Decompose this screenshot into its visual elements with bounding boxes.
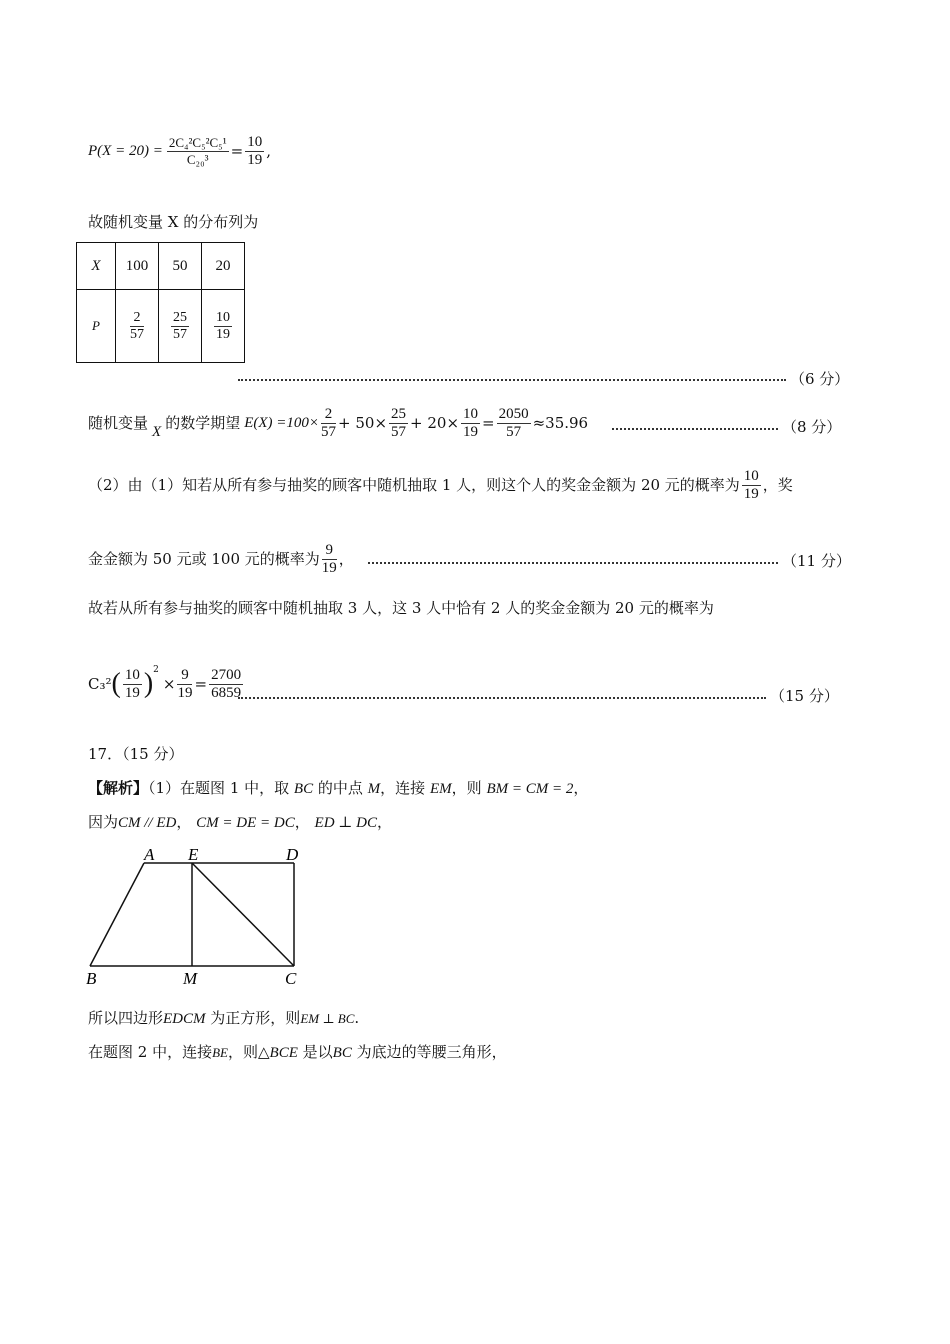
p-x20-result-den: 19 — [247, 151, 263, 168]
q17-line3c: . — [354, 1009, 360, 1027]
exp-f4-num: 2050 — [498, 405, 529, 422]
p20-num: 10 — [216, 309, 230, 325]
score-6: （6 分） — [790, 370, 850, 388]
part2-line2 — [88, 536, 354, 582]
table-row — [77, 290, 245, 363]
dot-leader — [368, 562, 778, 564]
expectation-var: X — [152, 424, 162, 440]
p100-num: 2 — [130, 310, 144, 327]
p-x20-fraction — [167, 135, 229, 168]
table-cell — [116, 290, 159, 363]
q17-bc: BC — [293, 781, 314, 797]
exp-f3-num: 10 — [463, 405, 479, 422]
p-x20-lhs: P(X = 20) = — [88, 143, 163, 159]
exp-f1-den: 57 — [321, 423, 337, 440]
p-x20-result-num: 10 — [247, 133, 263, 150]
q17-line1b: 的中点 — [317, 779, 363, 797]
part2-line1 — [88, 462, 793, 508]
q17-line1-text: （1）在题图 1 中，取 — [148, 779, 290, 797]
q17-line3 — [88, 1008, 359, 1029]
table-head-50: 50 — [159, 243, 202, 290]
q17-be: BE — [212, 1045, 228, 1060]
q17-line2c: ， — [294, 813, 310, 831]
final-f2-den: 19 — [177, 684, 193, 701]
exp-f4-den: 57 — [506, 423, 522, 440]
dot-leader — [612, 428, 778, 430]
exp-f2-num: 25 — [391, 405, 407, 422]
q17-bm-eq: BM = CM = 2 — [486, 781, 574, 797]
final-times: × — [162, 675, 176, 693]
exp-approx: ≈35.96 — [532, 414, 589, 432]
score-8: （8 分） — [782, 418, 842, 436]
final-res-den: 6859 — [211, 684, 242, 701]
edge-ab — [90, 863, 144, 966]
q17-line1d: ，则 — [451, 779, 482, 797]
label-a: A — [144, 845, 155, 864]
q17-edcm: EDCM — [163, 1011, 206, 1027]
q17-em-perp: EM ⊥ BC — [300, 1011, 355, 1026]
score-11: （11 分） — [782, 552, 851, 570]
p-x20-formula — [88, 126, 271, 176]
dot-leader — [238, 379, 786, 381]
q17-m: M — [367, 781, 381, 797]
part2-line1-tail: ，奖 — [762, 476, 793, 494]
score-15: （15 分） — [770, 687, 839, 705]
q17-line4d: 为底边的等腰三角形， — [356, 1043, 507, 1061]
final-inner-num: 10 — [124, 666, 140, 683]
q17-line2b: ， — [176, 813, 192, 831]
final-comb: C₃² — [88, 675, 112, 693]
p20-den: 19 — [216, 326, 230, 342]
final-inner-den: 19 — [124, 684, 140, 701]
q17-line2a: 因为 — [88, 813, 119, 831]
table-p-label: P — [77, 290, 116, 363]
p-x20-eq: = — [230, 142, 244, 160]
exp-plus1: + 50× — [338, 414, 388, 432]
expectation-text-mid: 的数学期望 — [165, 414, 241, 432]
part2-f1-den: 19 — [743, 485, 759, 502]
table-cell — [159, 290, 202, 363]
q17-line1e: ， — [573, 779, 589, 797]
final-f2-num: 9 — [177, 667, 192, 685]
right-paren: ) — [143, 668, 154, 699]
final-formula — [88, 656, 245, 712]
q17-title: 17．（15 分） — [88, 745, 184, 763]
q17-line3b: 为正方形，则 — [210, 1009, 301, 1027]
p-x20-denominator: C₂₀³ — [186, 151, 209, 167]
label-c: C — [285, 969, 297, 988]
dot-leader — [238, 697, 766, 699]
part2-f1-num: 10 — [743, 467, 759, 484]
trapezoid-figure — [80, 842, 320, 992]
exp-f3-den: 19 — [463, 423, 479, 440]
part2-f2-num: 9 — [322, 542, 337, 560]
p50-num: 25 — [173, 309, 187, 325]
p-x20-tail: , — [266, 142, 271, 160]
q17-line3a: 所以四边形 — [88, 1009, 164, 1027]
q17-line4 — [88, 1042, 507, 1063]
part2-line1-text: （2）由（1）知若从所有参与抽奖的顾客中随机抽取 1 人，则这个人的奖金金额为 20 元的概率为 — [88, 476, 740, 494]
final-power: 2 — [153, 665, 159, 675]
q17-line2 — [88, 812, 392, 833]
table-cell — [202, 290, 245, 363]
q17-line1 — [88, 778, 588, 799]
label-b: B — [86, 969, 97, 988]
label-e: E — [188, 845, 199, 864]
q17-perp: ED ⊥ DC — [314, 815, 377, 831]
exp-f1-num: 2 — [321, 406, 336, 424]
expectation-ex: E(X) =100× — [244, 415, 320, 431]
final-eq: = — [194, 675, 208, 693]
p-x20-numerator: 2C₄²C₅²C₅¹ — [168, 134, 227, 150]
expectation-line — [88, 400, 588, 446]
q17-line1c: ，连接 — [380, 779, 426, 797]
q17-em: EM — [429, 781, 452, 797]
table-head-100: 100 — [116, 243, 159, 290]
distribution-table — [76, 242, 245, 363]
q17-line2d: ， — [376, 813, 392, 831]
q17-line4b: ，则 — [227, 1043, 258, 1061]
p50-den: 57 — [173, 326, 187, 342]
part2-f2-den: 19 — [321, 559, 337, 576]
q17-tag: 【解析】 — [88, 779, 149, 797]
left-paren: ( — [111, 668, 121, 699]
exp-eq: = — [482, 414, 495, 432]
edge-ec — [192, 863, 294, 966]
p100-den: 57 — [130, 326, 144, 342]
q17-bc2: BC — [332, 1045, 352, 1061]
q17-line4a: 在题图 2 中，连接 — [88, 1043, 213, 1061]
exp-f2-den: 57 — [391, 423, 407, 440]
q17-line4c: 是以 — [302, 1043, 333, 1061]
part2-line3: 故若从所有参与抽奖的顾客中随机抽取 3 人，这 3 人中恰有 2 人的奖金金额为 20 元的概率为 — [88, 599, 714, 617]
q17-tri: △BCE — [258, 1045, 298, 1061]
table-head-20: 20 — [202, 243, 245, 290]
label-m: M — [183, 969, 198, 988]
label-d: D — [286, 845, 299, 864]
expectation-text-before: 随机变量 — [88, 414, 149, 432]
part2-line2-tail: ， — [338, 550, 354, 568]
p-x20-result — [245, 134, 264, 169]
exp-plus2: + 20× — [410, 414, 460, 432]
q17-parallel: CM // ED — [118, 815, 177, 831]
q17-equal: CM = DE = DC — [196, 815, 295, 831]
table-row — [77, 243, 245, 290]
table-head-x: X — [77, 243, 116, 290]
final-res-num: 2700 — [211, 666, 242, 683]
dist-intro: 故随机变量 X 的分布列为 — [88, 213, 259, 231]
part2-line2-text: 金金额为 50 元或 100 元的概率为 — [88, 550, 320, 568]
